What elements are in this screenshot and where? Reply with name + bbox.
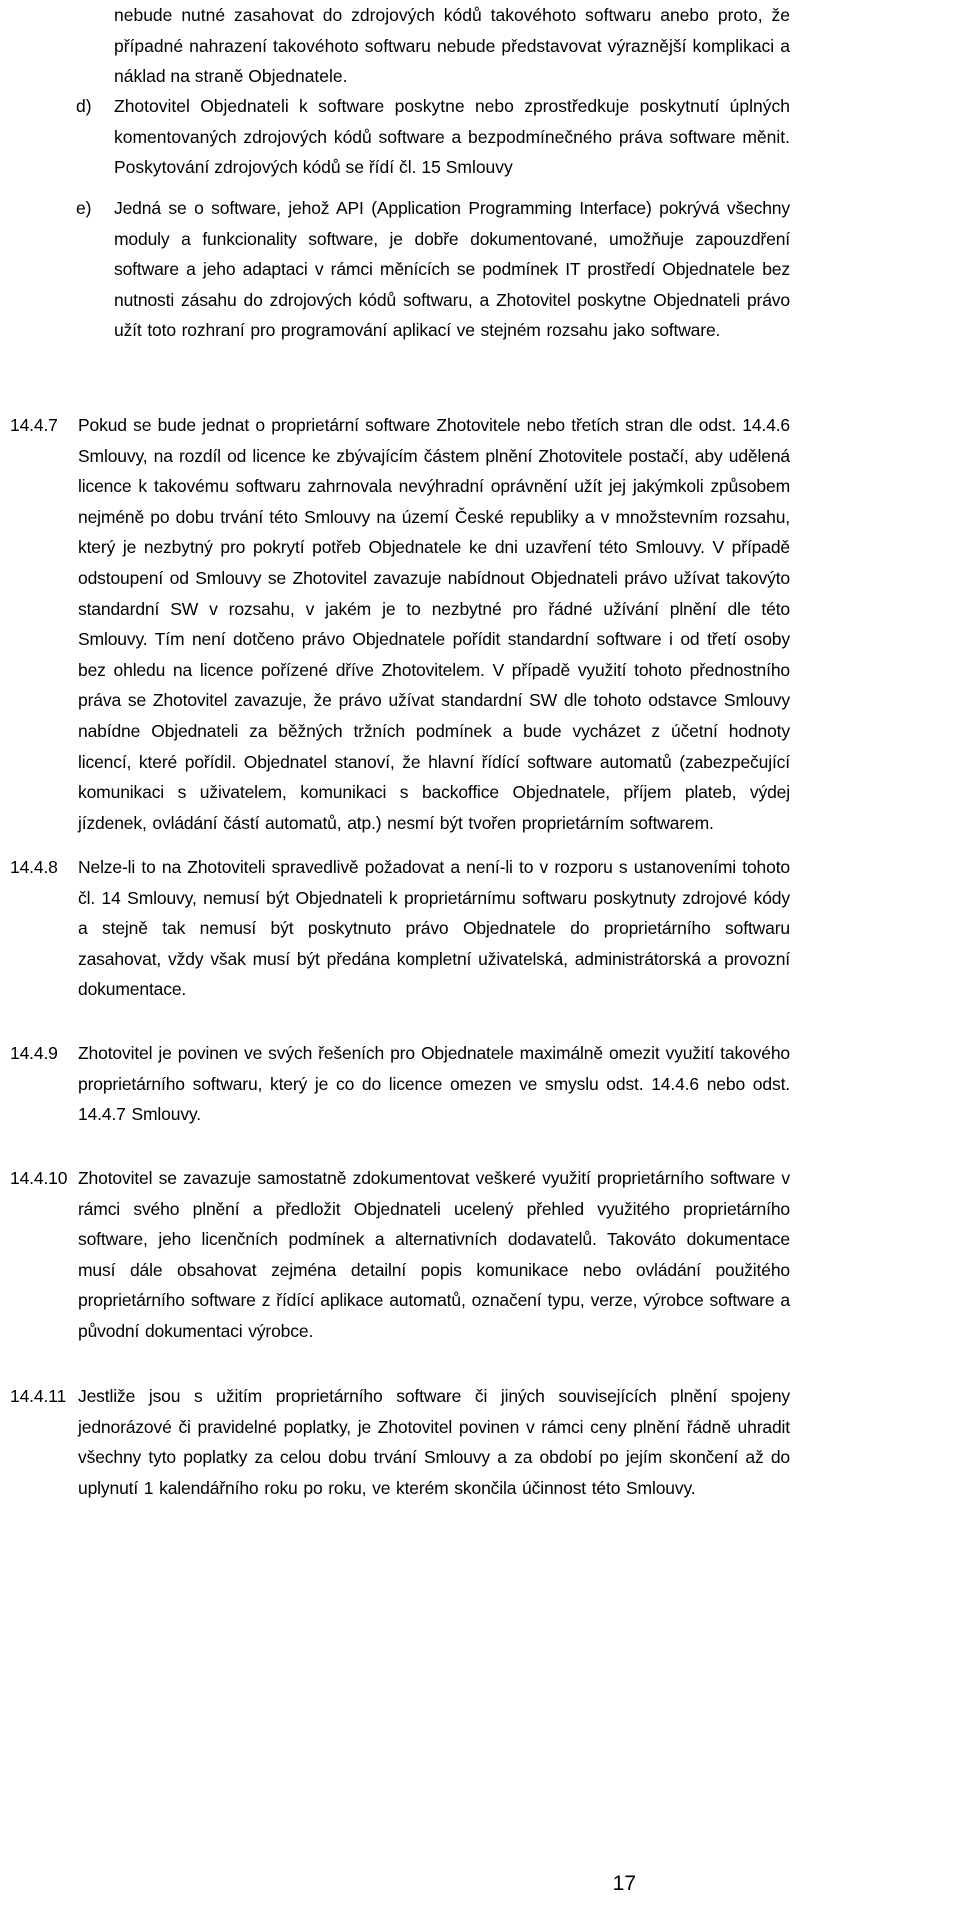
clause-text: Zhotovitel je povinen ve svých řešeních pro Objednatele maximálně omezit využití takového proprietárního softwaru, který je co do licence omezen ve smyslu odst. 14.4.6 nebo odst. 14.4.7 Smlouvy. — [78, 1043, 790, 1125]
clause-text: Pokud se bude jednat o proprietární software Zhotovitele nebo třetích stran dle odst. 14.4.6 Smlouvy, na rozdíl od licence ke zbývajícím částem plnění Zhotovitele postačí, aby udělená licence k takovému softwaru zahrnovala nevýhradní oprávnění užít jej jakýmkoli způsobem nejméně po dobu trvání této Smlouvy na území České republiky a v množstevním rozsahu, který je nezbytný pro pokrytí potřeb Objednatele ke dni uzavření této Smlouvy. V případě odstoupení od Smlouvy se Zhotovitel zavazuje nabídnout Objednateli právo užívat takovýto standardní SW v rozsahu, v jakém je to nezbytné pro řádné užívání plnění dle této Smlouvy. Tím není dotčeno právo Objednatele pořídit standardní software i od třetí osoby bez ohledu na licence pořízené dříve Zhotovitelem. V případě využití tohoto přednostního práva se Zhotovitel zavazuje, že právo užívat standardní SW dle tohoto odstavce Smlouvy nabídne Objednateli za běžných tržních podmínek a bude vycházet z účetní hodnoty licencí, které pořídil. Objednatel stanoví, že hlavní řídící software automatů (zabezpečující komunikaci s uživatelem, komunikaci s backoffice Objednatele, příjem plateb, výdej jízdenek, ovládání částí automatů, atp.) nesmí být tvořen proprietárním softwarem. — [78, 415, 790, 833]
clause-14-4-7 — [10, 410, 790, 838]
clause-number: 14.4.11 — [10, 1386, 67, 1406]
paragraph-c-continuation: nebude nutné zasahovat do zdrojových kódů takovéhoto softwaru anebo proto, že případné nahrazení takovéhoto softwaru nebude představovat výraznější komplikaci a náklad na straně Objednatele. — [114, 5, 790, 87]
list-item-e — [76, 193, 790, 346]
clause-14-4-9 — [10, 1038, 790, 1130]
clause-text: Nelze-li to na Zhotoviteli spravedlivě požadovat a není-li to v rozporu s ustanoveními tohoto čl. 14 Smlouvy, nemusí být Objednateli k proprietárnímu softwaru poskytnuty zdrojové kódy a stejně tak nemusí být poskytnuto právo Objednatele do proprietárního softwaru zasahovat, vždy však musí být předána kompletní uživatelská, administrátorská a provozní dokumentace. — [78, 857, 790, 1000]
clause-number: 14.4.7 — [10, 415, 58, 435]
clause-text: Zhotovitel se zavazuje samostatně zdokumentovat veškeré využití proprietárního software v rámci svého plnění a předložit Objednateli ucelený přehled využitého proprietárního software, jeho licenčních podmínek a alternativních dodavatelů. Takováto dokumentace musí dále obsahovat zejména detailní popis komunikace nebo ovládání použitého proprietárního software z řídící aplikace automatů, označení typu, verze, výrobce software a původní dokumentaci výrobce. — [78, 1168, 790, 1341]
list-item-label: d) — [76, 96, 92, 116]
clause-number: 14.4.10 — [10, 1168, 68, 1188]
clause-14-4-11 — [10, 1381, 790, 1503]
list-item-label: e) — [76, 198, 92, 218]
list-item-d — [76, 91, 790, 183]
clause-number: 14.4.9 — [10, 1043, 58, 1063]
clause-14-4-8 — [10, 852, 790, 1005]
clause-14-4-10 — [10, 1163, 790, 1347]
clause-text: Jestliže jsou s užitím proprietárního software či jiných souvisejících plnění spojeny jednorázové či pravidelné poplatky, je Zhotovitel povinen v rámci ceny plnění řádně uhradit všechny tyto poplatky za celou dobu trvání Smlouvy a za období po jejím skončení až do uplynutí 1 kalendářního roku po roku, ve kterém skončila účinnost této Smlouvy. — [78, 1386, 790, 1498]
page-number: 17 — [612, 1872, 636, 1895]
clause-number: 14.4.8 — [10, 857, 58, 877]
list-item-text: Jedná se o software, jehož API (Application Programming Interface) pokrývá všechny moduly a funkcionality software, je dobře dokumentované, umožňuje zapouzdření software a jeho adaptaci v rámci měnících se podmínek IT prostředí Objednatele bez nutnosti zásahu do zdrojových kódů softwaru, a Zhotovitel poskytne Objednateli právo užít toto rozhraní pro programování aplikací ve stejném rozsahu jako software. — [114, 198, 790, 341]
list-item-text: Zhotovitel Objednateli k software poskytne nebo zprostředkuje poskytnutí úplných komentovaných zdrojových kódů software a bezpodmínečného práva software měnit. Poskytování zdrojových kódů se řídí čl. 15 Smlouvy — [114, 96, 790, 178]
